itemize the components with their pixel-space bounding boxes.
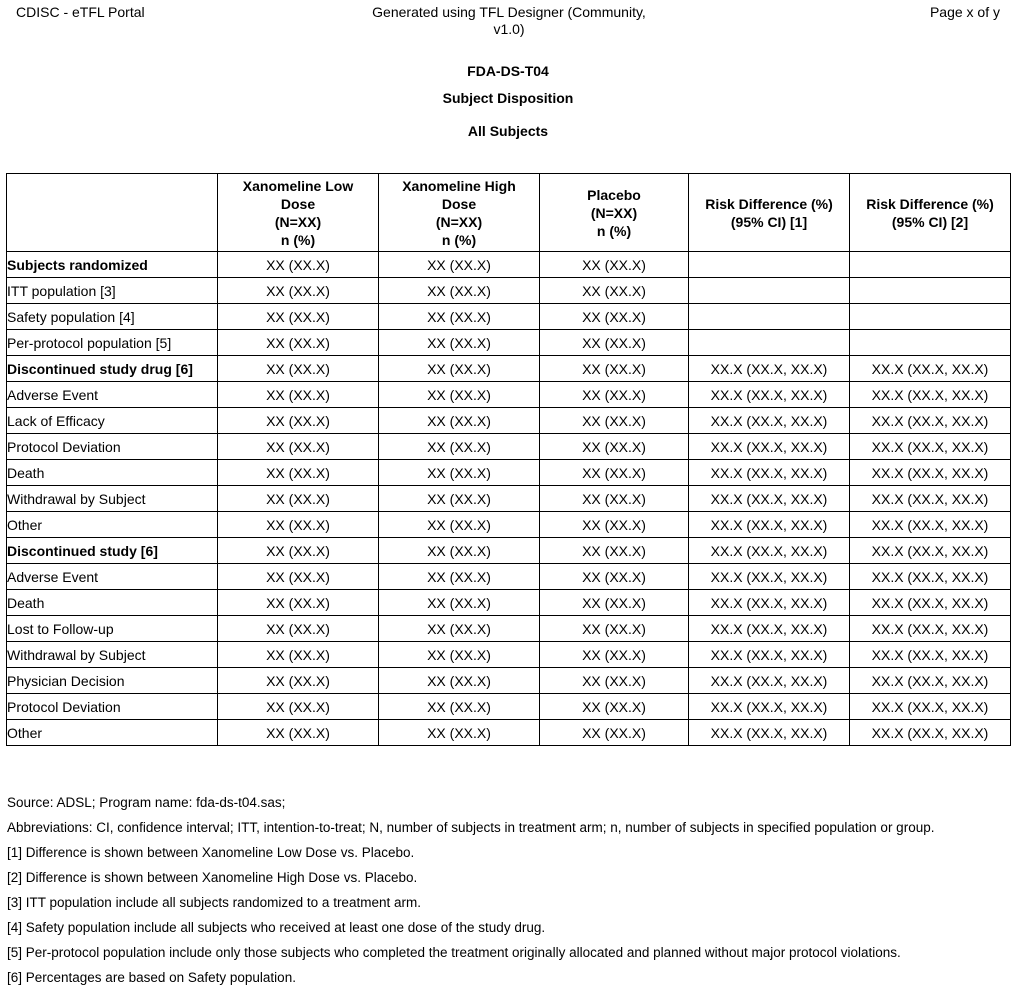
footnote: [1] Difference is shown between Xanomeline Low Dose vs. Placebo. xyxy=(7,845,415,860)
cell-rd1: XX.X (XX.X, XX.X) xyxy=(689,668,850,694)
table-row xyxy=(7,668,1011,694)
disposition-table xyxy=(6,173,1011,746)
cell-low: XX (XX.X) xyxy=(218,486,379,512)
table-row xyxy=(7,590,1011,616)
table-row xyxy=(7,356,1011,382)
table-row xyxy=(7,486,1011,512)
cell-low: XX (XX.X) xyxy=(218,252,379,278)
cell-placebo: XX (XX.X) xyxy=(540,408,689,434)
cell-high: XX (XX.X) xyxy=(379,616,540,642)
cell-rd2: XX.X (XX.X, XX.X) xyxy=(850,486,1011,512)
footnote: [4] Safety population include all subjects who received at least one dose of the study drug. xyxy=(7,920,546,935)
cell-rd2: XX.X (XX.X, XX.X) xyxy=(850,512,1011,538)
cell-rd1: XX.X (XX.X, XX.X) xyxy=(689,356,850,382)
row-label: Protocol Deviation xyxy=(7,434,218,460)
cell-low: XX (XX.X) xyxy=(218,278,379,304)
table-row xyxy=(7,512,1011,538)
column-header-high xyxy=(379,174,540,252)
cell-placebo: XX (XX.X) xyxy=(540,616,689,642)
footnotes xyxy=(7,794,1012,994)
column-header-line: Xanomeline Low xyxy=(242,177,354,194)
cell-high: XX (XX.X) xyxy=(379,330,540,356)
cell-placebo: XX (XX.X) xyxy=(540,564,689,590)
cell-rd2: XX.X (XX.X, XX.X) xyxy=(850,720,1011,746)
cell-low: XX (XX.X) xyxy=(218,382,379,408)
cell-rd1: XX.X (XX.X, XX.X) xyxy=(689,564,850,590)
column-header-line: (N=XX) xyxy=(435,213,483,230)
cell-placebo: XX (XX.X) xyxy=(540,434,689,460)
cell-rd1: XX.X (XX.X, XX.X) xyxy=(689,408,850,434)
table-row xyxy=(7,720,1011,746)
cell-high: XX (XX.X) xyxy=(379,304,540,330)
cell-rd2: XX.X (XX.X, XX.X) xyxy=(850,408,1011,434)
footnote: [5] Per-protocol population include only those subjects who completed the treatment originally allocated and planned without major protocol violations. xyxy=(7,945,901,960)
row-label: Per-protocol population [5] xyxy=(7,330,218,356)
header-page-number: Page x of y xyxy=(929,4,1000,20)
row-label: ITT population [3] xyxy=(7,278,218,304)
cell-placebo: XX (XX.X) xyxy=(540,668,689,694)
cell-rd1: XX.X (XX.X, XX.X) xyxy=(689,694,850,720)
footnote: Source: ADSL; Program name: fda-ds-t04.sas; xyxy=(7,795,286,810)
cell-rd1 xyxy=(689,252,850,278)
column-header-line: Risk Difference (%) xyxy=(705,195,833,212)
cell-low: XX (XX.X) xyxy=(218,460,379,486)
table-row xyxy=(7,460,1011,486)
cell-rd2: XX.X (XX.X, XX.X) xyxy=(850,460,1011,486)
cell-high: XX (XX.X) xyxy=(379,356,540,382)
cell-placebo: XX (XX.X) xyxy=(540,512,689,538)
cell-rd2 xyxy=(850,252,1011,278)
cell-rd2: XX.X (XX.X, XX.X) xyxy=(850,356,1011,382)
cell-low: XX (XX.X) xyxy=(218,304,379,330)
cell-low: XX (XX.X) xyxy=(218,330,379,356)
footnote: [6] Percentages are based on Safety population. xyxy=(7,970,296,985)
row-label: Discontinued study drug [6] xyxy=(7,356,218,382)
cell-rd2: XX.X (XX.X, XX.X) xyxy=(850,642,1011,668)
cell-high: XX (XX.X) xyxy=(379,668,540,694)
column-header-line: Xanomeline High xyxy=(402,177,516,194)
table-row xyxy=(7,694,1011,720)
table-row xyxy=(7,642,1011,668)
column-header-line: n (%) xyxy=(280,231,316,248)
table-row xyxy=(7,304,1011,330)
cell-high: XX (XX.X) xyxy=(379,252,540,278)
header-portal-name: CDISC - eTFL Portal xyxy=(16,4,145,20)
cell-high: XX (XX.X) xyxy=(379,434,540,460)
cell-low: XX (XX.X) xyxy=(218,720,379,746)
cell-high: XX (XX.X) xyxy=(379,694,540,720)
table-row xyxy=(7,408,1011,434)
footnote: [3] ITT population include all subjects randomized to a treatment arm. xyxy=(7,895,421,910)
cell-low: XX (XX.X) xyxy=(218,668,379,694)
column-header-line: (95% CI) [1] xyxy=(730,213,808,230)
cell-low: XX (XX.X) xyxy=(218,694,379,720)
cell-high: XX (XX.X) xyxy=(379,512,540,538)
population-title: All Subjects xyxy=(467,123,549,139)
row-label: Other xyxy=(7,512,218,538)
row-label: Discontinued study [6] xyxy=(7,538,218,564)
column-header-line: Placebo xyxy=(587,186,641,203)
cell-rd2: XX.X (XX.X, XX.X) xyxy=(850,538,1011,564)
cell-placebo: XX (XX.X) xyxy=(540,694,689,720)
cell-rd1 xyxy=(689,278,850,304)
cell-rd2: XX.X (XX.X, XX.X) xyxy=(850,616,1011,642)
row-label: Lack of Efficacy xyxy=(7,408,218,434)
row-label: Death xyxy=(7,590,218,616)
cell-rd2 xyxy=(850,330,1011,356)
cell-high: XX (XX.X) xyxy=(379,460,540,486)
table-row xyxy=(7,616,1011,642)
cell-high: XX (XX.X) xyxy=(379,382,540,408)
cell-rd2: XX.X (XX.X, XX.X) xyxy=(850,668,1011,694)
cell-placebo: XX (XX.X) xyxy=(540,720,689,746)
cell-rd1 xyxy=(689,304,850,330)
table-title: Subject Disposition xyxy=(442,90,574,106)
cell-rd2 xyxy=(850,278,1011,304)
cell-rd1: XX.X (XX.X, XX.X) xyxy=(689,512,850,538)
cell-high: XX (XX.X) xyxy=(379,538,540,564)
cell-rd2: XX.X (XX.X, XX.X) xyxy=(850,694,1011,720)
row-label: Adverse Event xyxy=(7,382,218,408)
footnote: [2] Difference is shown between Xanomeline High Dose vs. Placebo. xyxy=(7,870,418,885)
row-label: Withdrawal by Subject xyxy=(7,642,218,668)
column-header-line: Risk Difference (%) xyxy=(866,195,994,212)
table-row xyxy=(7,564,1011,590)
table-id: FDA-DS-T04 xyxy=(467,63,549,79)
table-row xyxy=(7,330,1011,356)
cell-rd1: XX.X (XX.X, XX.X) xyxy=(689,382,850,408)
column-header-line: n (%) xyxy=(596,222,632,239)
table-header-row xyxy=(7,174,1011,252)
cell-placebo: XX (XX.X) xyxy=(540,252,689,278)
cell-low: XX (XX.X) xyxy=(218,356,379,382)
column-header-rd1 xyxy=(689,174,850,252)
column-header-line: Dose xyxy=(280,195,316,212)
row-label: Physician Decision xyxy=(7,668,218,694)
cell-high: XX (XX.X) xyxy=(379,590,540,616)
cell-placebo: XX (XX.X) xyxy=(540,330,689,356)
row-label: Withdrawal by Subject xyxy=(7,486,218,512)
cell-low: XX (XX.X) xyxy=(218,564,379,590)
cell-low: XX (XX.X) xyxy=(218,590,379,616)
column-header-stub xyxy=(7,174,218,252)
row-label: Death xyxy=(7,460,218,486)
cell-high: XX (XX.X) xyxy=(379,720,540,746)
header-generator-note: Generated using TFL Designer (Community, v1.0) xyxy=(372,4,646,37)
cell-high: XX (XX.X) xyxy=(379,278,540,304)
row-label: Adverse Event xyxy=(7,564,218,590)
cell-placebo: XX (XX.X) xyxy=(540,642,689,668)
column-header-low xyxy=(218,174,379,252)
cell-low: XX (XX.X) xyxy=(218,434,379,460)
cell-rd2: XX.X (XX.X, XX.X) xyxy=(850,564,1011,590)
cell-rd1: XX.X (XX.X, XX.X) xyxy=(689,538,850,564)
row-label: Subjects randomized xyxy=(7,252,218,278)
cell-rd2: XX.X (XX.X, XX.X) xyxy=(850,434,1011,460)
cell-low: XX (XX.X) xyxy=(218,512,379,538)
cell-placebo: XX (XX.X) xyxy=(540,304,689,330)
column-header-line: (95% CI) [2] xyxy=(891,213,969,230)
column-header-line: Dose xyxy=(441,195,477,212)
row-label: Lost to Follow-up xyxy=(7,616,218,642)
cell-low: XX (XX.X) xyxy=(218,408,379,434)
cell-low: XX (XX.X) xyxy=(218,642,379,668)
table-row xyxy=(7,382,1011,408)
cell-rd1: XX.X (XX.X, XX.X) xyxy=(689,434,850,460)
column-header-rd2 xyxy=(850,174,1011,252)
cell-high: XX (XX.X) xyxy=(379,408,540,434)
cell-high: XX (XX.X) xyxy=(379,564,540,590)
row-label: Safety population [4] xyxy=(7,304,218,330)
cell-low: XX (XX.X) xyxy=(218,616,379,642)
cell-placebo: XX (XX.X) xyxy=(540,356,689,382)
row-label: Other xyxy=(7,720,218,746)
column-header-placebo xyxy=(540,174,689,252)
row-label: Protocol Deviation xyxy=(7,694,218,720)
cell-placebo: XX (XX.X) xyxy=(540,486,689,512)
cell-rd1: XX.X (XX.X, XX.X) xyxy=(689,616,850,642)
cell-placebo: XX (XX.X) xyxy=(540,538,689,564)
cell-placebo: XX (XX.X) xyxy=(540,460,689,486)
cell-rd1: XX.X (XX.X, XX.X) xyxy=(689,460,850,486)
table-row xyxy=(7,252,1011,278)
footnote: Abbreviations: CI, confidence interval; ITT, intention-to-treat; N, number of subjects in treatment arm; n, number of subjects in specified population or group. xyxy=(7,820,935,835)
table-row xyxy=(7,538,1011,564)
cell-rd1 xyxy=(689,330,850,356)
cell-high: XX (XX.X) xyxy=(379,642,540,668)
table-row xyxy=(7,434,1011,460)
cell-placebo: XX (XX.X) xyxy=(540,278,689,304)
cell-low: XX (XX.X) xyxy=(218,538,379,564)
cell-rd1: XX.X (XX.X, XX.X) xyxy=(689,590,850,616)
column-header-line: n (%) xyxy=(441,231,477,248)
cell-rd2: XX.X (XX.X, XX.X) xyxy=(850,382,1011,408)
cell-high: XX (XX.X) xyxy=(379,486,540,512)
table-row xyxy=(7,278,1011,304)
cell-rd1: XX.X (XX.X, XX.X) xyxy=(689,720,850,746)
column-header-line: (N=XX) xyxy=(274,213,322,230)
column-header-line: (N=XX) xyxy=(590,204,638,221)
cell-placebo: XX (XX.X) xyxy=(540,382,689,408)
cell-rd2 xyxy=(850,304,1011,330)
cell-placebo: XX (XX.X) xyxy=(540,590,689,616)
cell-rd1: XX.X (XX.X, XX.X) xyxy=(689,642,850,668)
cell-rd1: XX.X (XX.X, XX.X) xyxy=(689,486,850,512)
cell-rd2: XX.X (XX.X, XX.X) xyxy=(850,590,1011,616)
